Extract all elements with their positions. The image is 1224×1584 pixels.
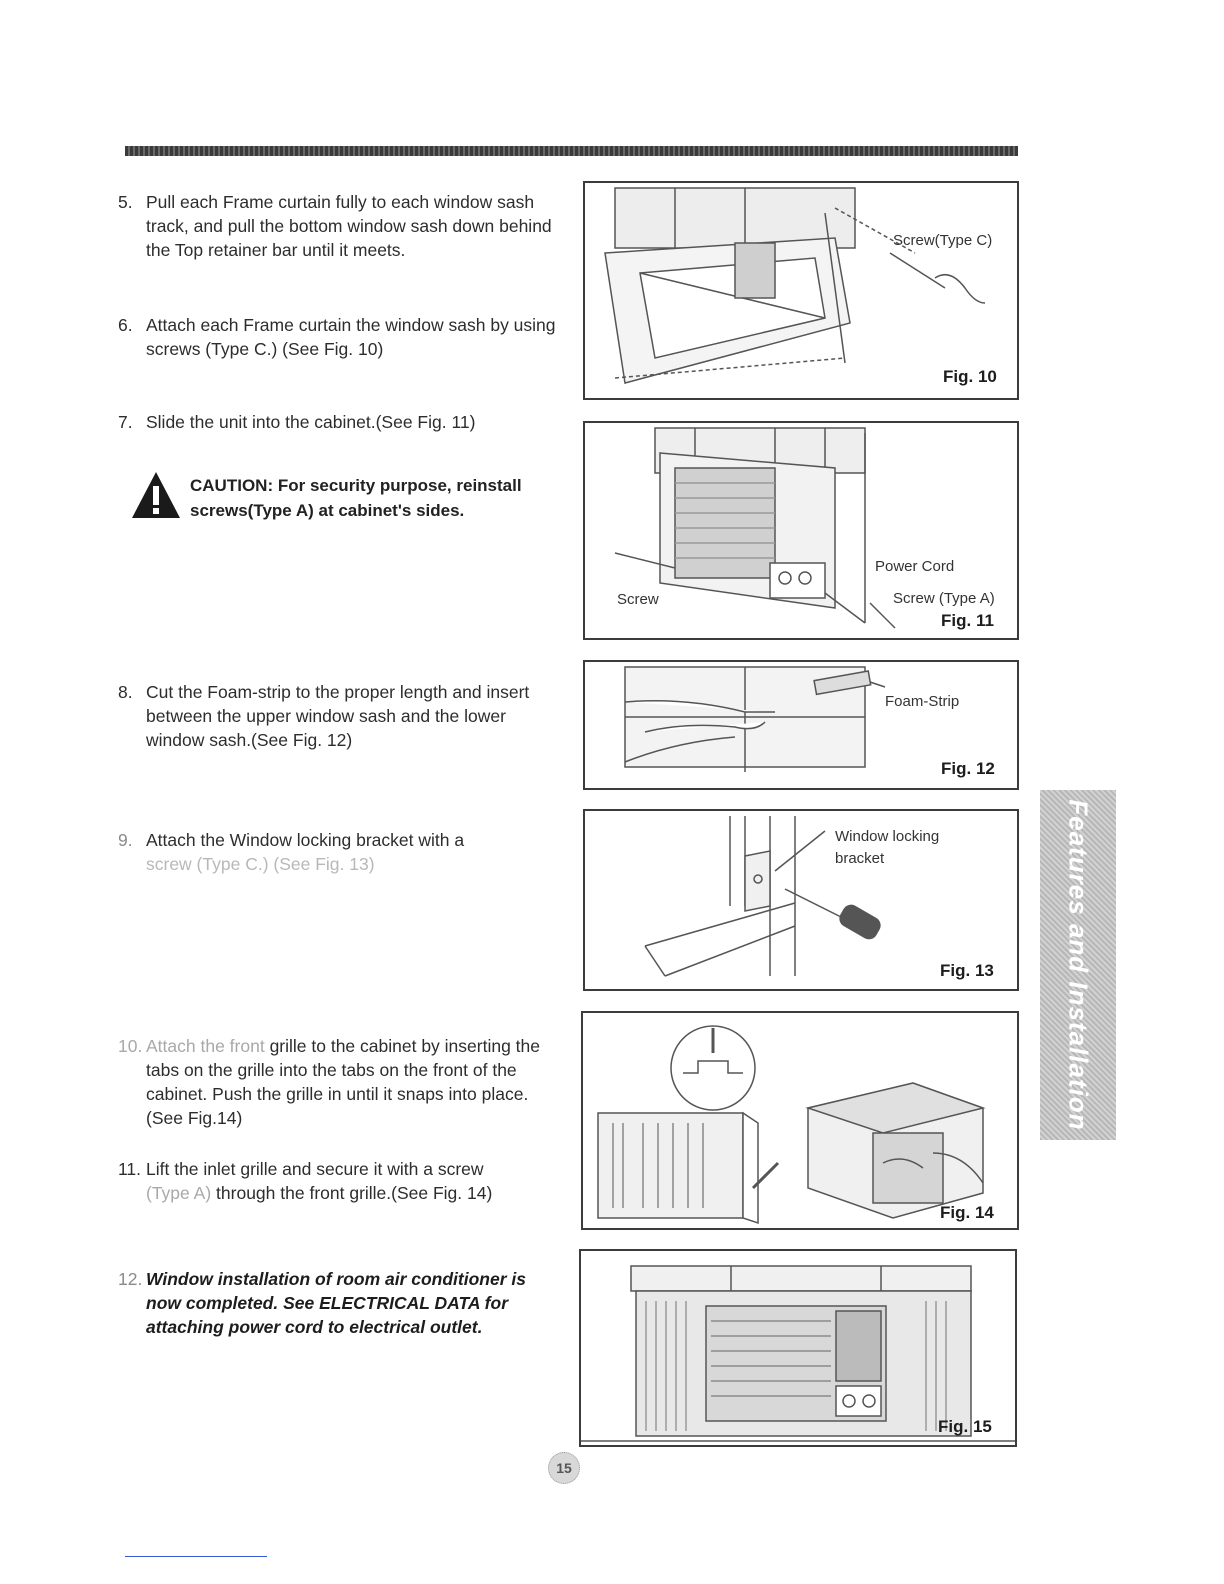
completed-installation-illustration: [581, 1251, 1015, 1445]
label-window-locking: Window locking: [835, 828, 940, 845]
front-grille-illustration: [583, 1013, 1017, 1228]
step-number: 5.: [118, 192, 133, 212]
step-text: [146, 1157, 563, 1205]
step-text: Pull each Frame curtain fully to each window sash track, and pull the bottom window sash down behind the Top retainer bar until it meets.: [146, 192, 552, 260]
label-screw: Screw: [617, 591, 659, 608]
step-10: [118, 1034, 563, 1130]
step-number: 12.: [118, 1269, 143, 1289]
label-power-cord: Power Cord: [875, 558, 955, 575]
step-text-faded: screw (Type C.) (See Fig. 13): [146, 854, 375, 874]
step-text: [146, 1034, 563, 1130]
label-screw-type-c: Screw(Type C): [893, 232, 993, 249]
step-text-lead: Attach the front: [146, 1036, 265, 1056]
label-screw-type-a: Screw (Type A): [893, 590, 995, 607]
page-number: 15: [548, 1452, 580, 1484]
caution-body: : For security purpose, reinstall screws(Type A) at cabinet's sides.: [190, 476, 522, 520]
figure-11: [583, 421, 1019, 640]
step-number: 6.: [118, 315, 133, 335]
step-9: [118, 828, 563, 876]
figure-caption: Fig. 13: [940, 961, 994, 980]
step-number: 7.: [118, 412, 133, 432]
caution-label: CAUTION: [190, 476, 268, 495]
figure-caption: Fig. 11: [941, 611, 994, 630]
figure-caption: Fig. 14: [940, 1203, 994, 1222]
label-bracket: bracket: [835, 850, 885, 867]
step-number: 8.: [118, 682, 133, 702]
figure-13: [583, 809, 1019, 991]
label-foam-strip: Foam-Strip: [885, 693, 960, 710]
step-text: Window installation of room air conditioner is now completed. See ELECTRICAL DATA for attaching power cord to electrical outlet.: [146, 1269, 526, 1337]
figure-caption: Fig. 10: [943, 367, 997, 386]
figure-caption: Fig. 15: [938, 1417, 992, 1436]
step-text-tail: through the front grille.(See Fig. 14): [216, 1183, 493, 1203]
figure-10: [583, 181, 1019, 400]
figure-12: [583, 660, 1019, 790]
step-text: Attach each Frame curtain the window sash by using screws (Type C.) (See Fig. 10): [146, 315, 556, 359]
header-rule: [125, 146, 1018, 156]
step-number: 10.: [118, 1036, 143, 1056]
footer-line: [125, 1556, 267, 1557]
step-8: [118, 680, 563, 752]
warning-icon: [130, 470, 182, 522]
section-side-tab-label: Features and Installation: [1063, 799, 1094, 1131]
figure-15: [579, 1249, 1017, 1447]
step-5: [118, 190, 563, 262]
step-text-body: grille to the cabinet by inserting the tabs on the grille into the tabs on the front of the cabinet. Push the grille in until it snaps into place.(See Fig.14): [146, 1036, 541, 1128]
step-11: [118, 1157, 563, 1205]
step-12: [118, 1267, 563, 1339]
step-6: [118, 313, 563, 361]
step-7: [118, 410, 563, 434]
step-text-faded: (Type A): [146, 1183, 212, 1203]
section-side-tab: [1040, 790, 1116, 1140]
step-number: 11.: [118, 1159, 142, 1179]
window-frame-illustration: [585, 183, 1017, 398]
step-text: Slide the unit into the cabinet.(See Fig. 11): [146, 412, 476, 432]
figure-14: [581, 1011, 1019, 1230]
step-text: Cut the Foam-strip to the proper length and insert between the upper window sash and the lower window sash.(See Fig. 12): [146, 682, 530, 750]
step-text-body: Lift the inlet grille and secure it with a screw: [146, 1159, 484, 1179]
figure-caption: Fig. 12: [941, 759, 995, 778]
step-text: [146, 828, 563, 876]
step-number: 9.: [118, 830, 133, 850]
caution-text: [190, 473, 570, 523]
step-text-lead: Attach the Window locking bracket with a: [146, 830, 465, 850]
caution-notice: [130, 470, 570, 530]
